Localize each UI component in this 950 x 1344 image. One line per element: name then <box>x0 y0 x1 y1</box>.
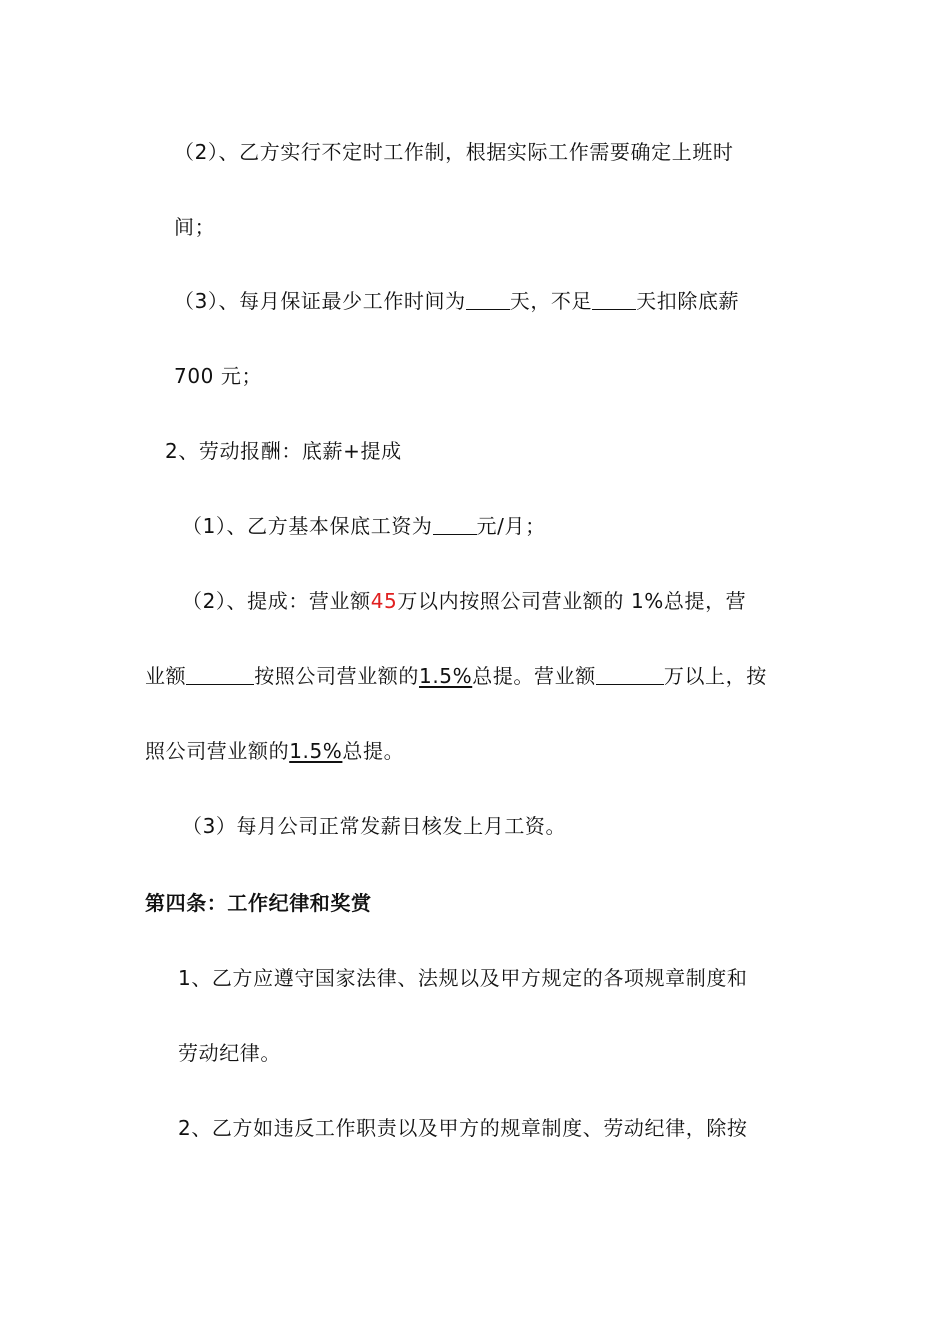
fill-in-blank[interactable] <box>592 287 636 310</box>
fill-in-blank[interactable] <box>596 662 664 685</box>
paragraph-text: （3）、每月保证最少工作时间为 <box>174 289 466 313</box>
paragraph-rule-1-continued <box>178 1039 281 1067</box>
fill-in-blank[interactable] <box>186 662 254 685</box>
paragraph-work-schedule-continued <box>174 213 215 241</box>
article-heading-discipline <box>145 889 372 917</box>
paragraph-text: 万以内按照公司营业额的 1%总提，营 <box>397 589 747 613</box>
paragraph-text: （2）、提成：营业额 <box>182 589 371 613</box>
underlined-percentage: 1.5% <box>289 739 343 763</box>
paragraph-commission-end <box>145 737 404 765</box>
paragraph-text: 劳动纪律。 <box>178 1041 281 1065</box>
paragraph-text: 照公司营业额的 <box>145 739 290 763</box>
paragraph-text: 1、乙方应遵守国家法律、法规以及甲方规定的各项规章制度和 <box>178 966 748 990</box>
paragraph-text: （2）、乙方实行不定时工作制，根据实际工作需要确定上班时 <box>174 140 734 164</box>
paragraph-rule-1 <box>178 964 748 992</box>
paragraph-text: 按照公司营业额的 <box>254 664 420 688</box>
fill-in-blank[interactable] <box>466 287 510 310</box>
paragraph-base-salary <box>182 512 546 540</box>
paragraph-text: 2、乙方如违反工作职责以及甲方的规章制度、劳动纪律，除按 <box>178 1116 748 1140</box>
paragraph-min-work-days-continued <box>174 362 262 390</box>
paragraph-min-work-days <box>174 287 739 315</box>
paragraph-text: （1）、乙方基本保底工资为 <box>182 514 433 538</box>
paragraph-payday <box>182 812 566 840</box>
paragraph-rule-2 <box>178 1114 748 1142</box>
paragraph-commission-continued <box>145 662 767 690</box>
paragraph-commission <box>182 587 746 615</box>
paragraph-work-schedule <box>174 138 734 166</box>
paragraph-text: 天，不足 <box>509 289 593 313</box>
paragraph-text: （3）每月公司正常发薪日核发上月工资。 <box>182 814 567 838</box>
paragraph-text: 总提。 <box>342 739 405 763</box>
paragraph-text: 万以上，按 <box>663 664 767 688</box>
section-heading-compensation <box>165 437 402 465</box>
heading-text: 第四条：工作纪律和奖赏 <box>145 891 372 915</box>
paragraph-text: 业额 <box>145 664 187 688</box>
underlined-percentage: 1.5% <box>419 664 473 688</box>
highlight-value: 45 <box>370 589 398 613</box>
paragraph-text: 总提。营业额 <box>472 664 596 688</box>
paragraph-text: 天扣除底薪 <box>636 289 740 313</box>
heading-text: 2、劳动报酬：底薪+提成 <box>165 439 402 463</box>
paragraph-text: 间； <box>174 215 216 239</box>
paragraph-text: 700 元； <box>174 364 263 388</box>
fill-in-blank[interactable] <box>433 512 477 535</box>
paragraph-text: 元/月； <box>476 514 546 538</box>
